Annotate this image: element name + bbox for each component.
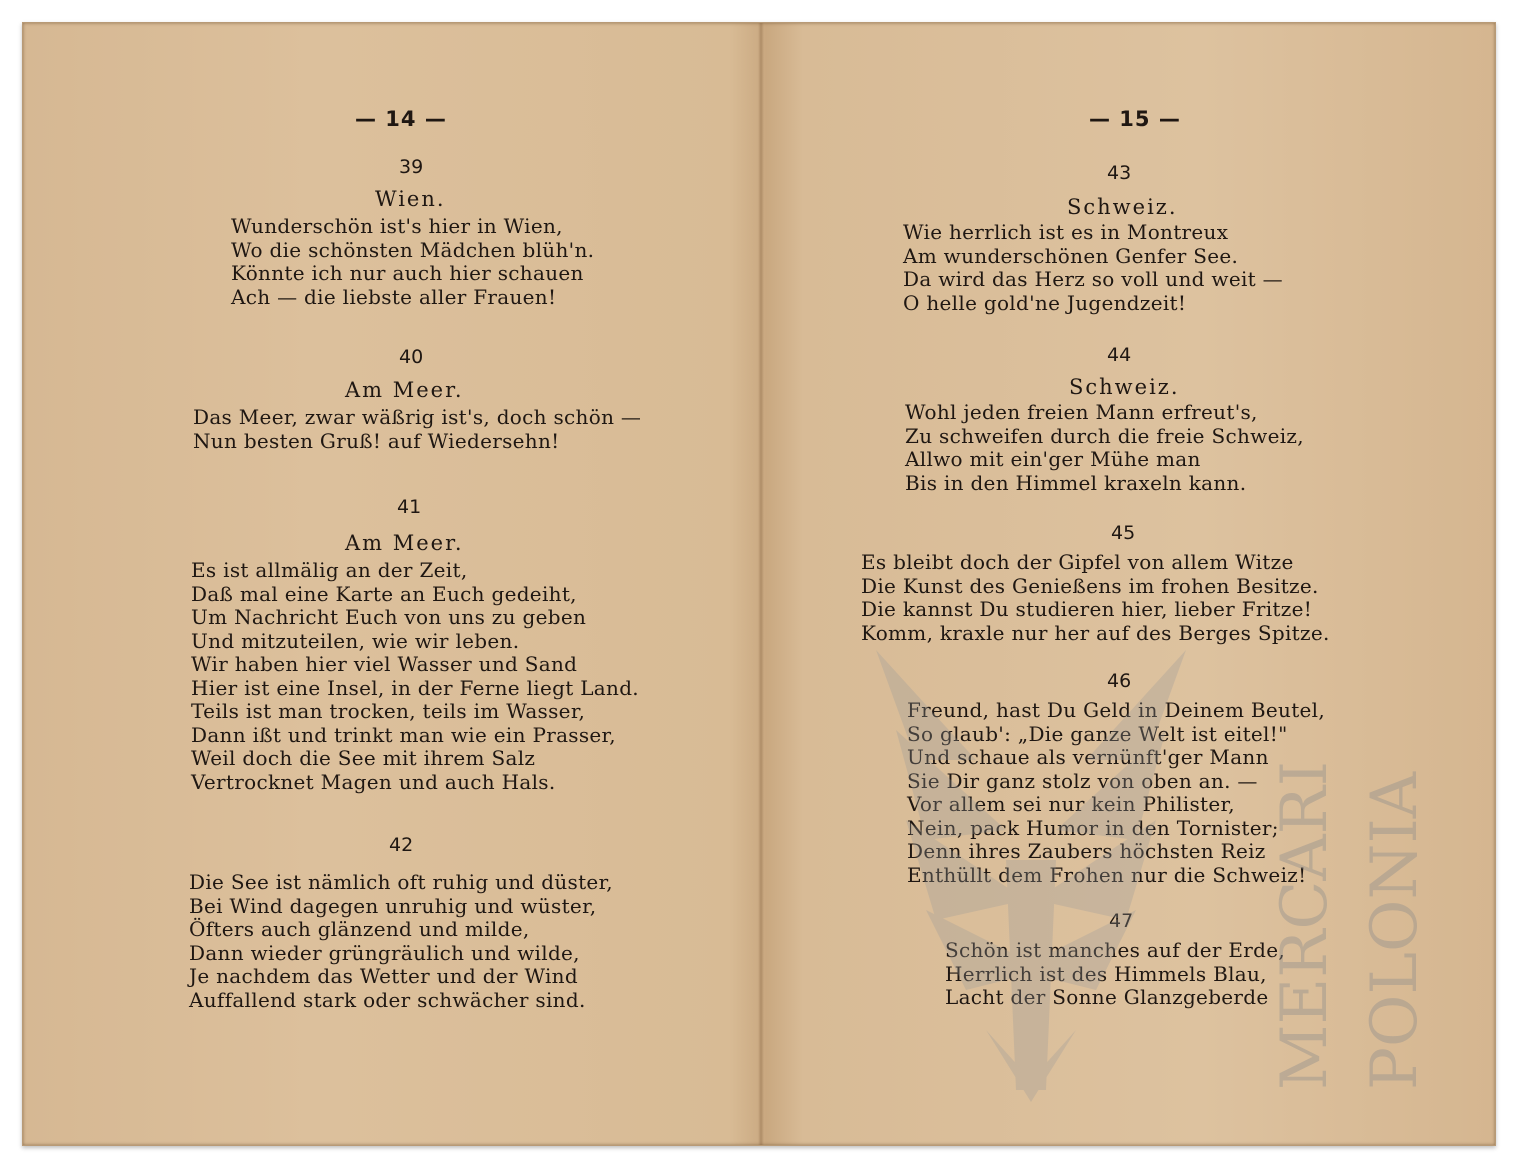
poem-line: So glaub': „Die ganze Welt ist eitel!" <box>907 721 1288 746</box>
poem-line: Öfters auch glänzend und milde, <box>189 917 530 941</box>
poem-line: Und mitzuteilen, wie wir leben. <box>191 628 520 653</box>
poem-line: Bei Wind dagegen unruhig und wüster, <box>189 893 597 918</box>
poem-line: Die See ist nämlich oft ruhig und düster, <box>189 870 613 894</box>
poem-line: Und schaue als vernünft'ger Mann <box>907 745 1269 769</box>
poem-title: Am Meer. <box>345 531 464 555</box>
poem-45 <box>861 521 1401 645</box>
poem-lines <box>231 215 651 309</box>
poem-46 <box>907 669 1387 887</box>
poem-title: Schweiz. <box>1067 195 1178 219</box>
poem-line: Enthüllt dem Frohen nur die Schweiz! <box>907 862 1307 887</box>
poem-line: Es ist allmälig an der Zeit, <box>191 558 468 582</box>
poem-number: 43 <box>1107 162 1132 184</box>
poem-number: 40 <box>399 346 424 368</box>
poem-line: Herrlich ist des Himmels Blau, <box>945 961 1267 986</box>
poem-line: Komm, kraxle nur her auf des Berges Spitze. <box>861 620 1330 645</box>
poem-number: 44 <box>1107 344 1132 366</box>
poem-line: Wie herrlich ist es in Montreux <box>903 220 1229 244</box>
poem-lines <box>861 551 1401 645</box>
poem-line: Sie Dir ganz stolz von oben an. — <box>907 768 1258 793</box>
poem-line: Weil doch die See mit ihrem Salz <box>191 746 536 770</box>
left-page <box>23 23 759 1145</box>
poem-44 <box>905 343 1385 495</box>
poem-line: Freund, hast Du Geld in Deinem Beutel, <box>907 698 1326 722</box>
poem-line: Dann wieder grüngräulich und wilde, <box>189 940 580 965</box>
poem-line: Die Kunst des Genießens im frohen Besitze. <box>861 573 1319 598</box>
poem-line: Schön ist manches auf der Erde, <box>945 938 1286 962</box>
poem-title: Schweiz. <box>1069 375 1180 399</box>
poem-40 <box>193 345 713 453</box>
poem-line: Wunderschön ist's hier in Wien, <box>231 214 563 238</box>
poem-line: Wo die schönsten Mädchen blüh'n. <box>231 237 595 262</box>
poem-number: 46 <box>1107 670 1132 692</box>
poem-number: 45 <box>1111 522 1136 544</box>
poem-line: O helle gold'ne Jugendzeit! <box>903 290 1187 315</box>
poem-43 <box>903 161 1383 315</box>
poem-line: Vertrocknet Magen und auch Hals. <box>191 769 556 794</box>
poem-line: Daß mal eine Karte an Euch gedeiht, <box>191 581 577 606</box>
poem-lines <box>193 406 713 453</box>
page-number-right: — 15 — <box>1089 107 1181 131</box>
poem-lines <box>191 559 731 794</box>
poem-line: Teils ist man trocken, teils im Wasser, <box>191 699 586 723</box>
poem-line: Lacht der Sonne Glanzgeberde <box>945 985 1269 1009</box>
poem-line: Es bleibt doch der Gipfel von allem Witze <box>861 550 1294 574</box>
poem-lines <box>905 401 1385 495</box>
poem-line: Die kannst Du studieren hier, lieber Fritze! <box>861 597 1313 621</box>
poem-line: Nein, pack Humor in den Tornister; <box>907 815 1279 840</box>
open-booklet <box>22 22 1496 1146</box>
watermark-text-1: MERCARI <box>1268 760 1342 1090</box>
poem-42 <box>189 833 729 1012</box>
poem-line: Denn ihres Zaubers höchsten Reiz <box>907 839 1266 863</box>
poem-line: Nun besten Gruß! auf Wiedersehn! <box>193 428 560 453</box>
poem-line: Allwo mit ein'ger Mühe man <box>905 447 1201 471</box>
poem-number: 42 <box>389 834 414 856</box>
poem-number: 47 <box>1109 910 1134 932</box>
poem-line: Um Nachricht Euch von uns zu geben <box>191 605 587 629</box>
poem-number: 41 <box>397 496 422 518</box>
poem-line: Vor allem sei nur kein Philister, <box>907 792 1235 816</box>
poem-line: Könnte ich nur auch hier schauen <box>231 261 584 285</box>
poem-line: Wohl jeden freien Mann erfreut's, <box>905 400 1258 424</box>
poem-47 <box>945 909 1365 1010</box>
poem-lines <box>907 699 1387 887</box>
poem-line: Ach — die liebste aller Frauen! <box>231 284 557 309</box>
poem-39 <box>231 155 651 309</box>
poem-lines <box>189 871 729 1012</box>
page-number-left: — 14 — <box>355 107 447 131</box>
poem-41 <box>191 495 731 794</box>
poem-lines <box>945 939 1365 1010</box>
poem-title: Wien. <box>375 187 446 211</box>
poem-line: Auffallend stark oder schwächer sind. <box>189 987 586 1012</box>
poem-number: 39 <box>399 156 424 178</box>
poem-title: Am Meer. <box>345 378 464 402</box>
poem-line: Da wird das Herz so voll und weit — <box>903 267 1283 291</box>
poem-line: Am wunderschönen Genfer See. <box>903 243 1239 268</box>
watermark-text-2: POLONIA <box>1358 772 1432 1090</box>
poem-line: Je nachdem das Wetter und der Wind <box>189 964 578 988</box>
poem-line: Hier ist eine Insel, in der Ferne liegt Land. <box>191 675 639 700</box>
poem-line: Wir haben hier viel Wasser und Sand <box>191 652 578 676</box>
poem-line: Dann ißt und trinkt man wie ein Prasser, <box>191 722 616 747</box>
poem-line: Bis in den Himmel kraxeln kann. <box>905 470 1247 495</box>
poem-line: Zu schweifen durch die freie Schweiz, <box>905 423 1304 448</box>
poem-lines <box>903 221 1383 315</box>
poem-line: Das Meer, zwar wäßrig ist's, doch schön — <box>193 405 642 429</box>
right-page <box>763 23 1495 1145</box>
